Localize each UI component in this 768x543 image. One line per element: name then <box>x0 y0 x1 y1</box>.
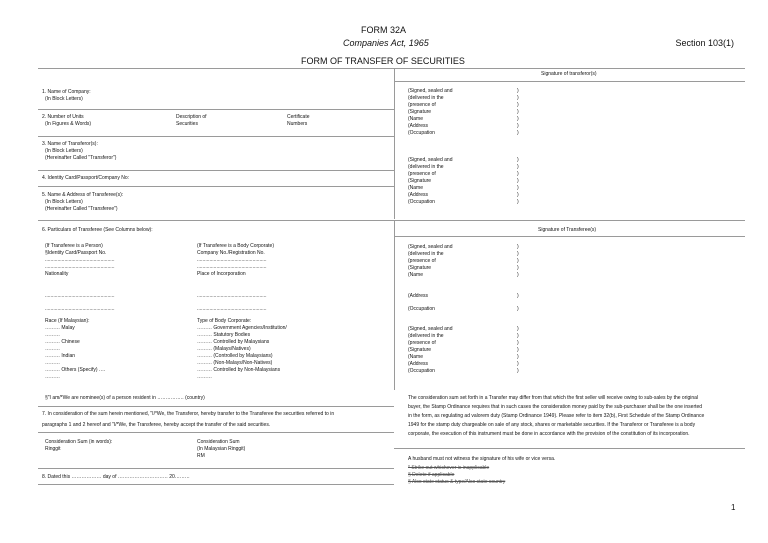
rule <box>38 468 394 469</box>
footnotes: * Strike out whichever is inapplicable § Delete if applicable § Also state status & type/Also state country <box>408 465 506 485</box>
person-dots-1: .................................................. <box>45 293 115 299</box>
transferee-sig-block-1: (Signed, sealed and (delivered in the (presence of (Signature (Name <box>408 244 453 278</box>
field-3-transferor: 3. Name of Transferor(s): (In Block Letters) (Hereinafter Called "Transferor") <box>42 141 117 161</box>
bracket: ) <box>517 306 519 312</box>
rule <box>38 170 394 171</box>
rule <box>38 186 394 187</box>
rule <box>38 109 394 110</box>
form-number: FORM 32A <box>361 25 407 35</box>
column-divider <box>394 220 395 390</box>
rule <box>394 448 745 449</box>
transfer-declaration: 7. In consideration of the sum herein mentioned, "I/*We, the Transferor, hereby transfer to the Transferee the securities referred to in paragraphs 1 and 2 hereof and "I/*We, the Transferee, hereby accept the transfer of the said securities. <box>42 411 335 428</box>
corporate-dots-2: .................................................. <box>197 306 267 312</box>
page-number: 1 <box>731 503 736 512</box>
field-6-particulars: 6. Particulars of Transferee (See Columns below): <box>42 227 153 233</box>
rule <box>38 484 394 485</box>
rule <box>38 432 394 433</box>
rule <box>394 236 745 237</box>
field-2-units: 2. Number of Units (In Figures & Words) <box>42 114 92 127</box>
consideration-sum: Consideration Sum (In Malaysian Ringgit) RM <box>197 439 246 459</box>
act-title: Companies Act, 1965 <box>343 38 429 48</box>
bracket-column: ) ) ) ) ) ) ) <box>517 157 519 205</box>
form-title: FORM OF TRANSFER OF SECURITIES <box>301 56 465 66</box>
transferor-sig-block-2: (Signed, sealed and (delivered in the (presence of (Signature (Name (Address (Occupation <box>408 157 453 205</box>
corporate-dots-1: .................................................. <box>197 293 267 299</box>
transferee-address-1: (Address <box>408 293 429 299</box>
transferee-occupation-1: (Occupation <box>408 306 435 312</box>
bracket-column: ) ) ) ) ) ) ) <box>517 88 519 136</box>
consideration-words: Consideration Sum (in words): Ringgit <box>45 439 113 452</box>
race-list: Race (If Malaysian): ……… Malay ……… ……… Chinese ……… ……… Indian ……… ……… Others (Specify) …. ……… <box>45 318 106 380</box>
field-2-description: Description of Securities <box>176 114 207 127</box>
bracket-column: ) ) ) ) ) ) ) <box>517 326 519 374</box>
rule <box>38 220 745 221</box>
field-5-transferee: 5. Name & Address of Transferee(s): (In Block Letters) (Hereinafter Called "Transferee") <box>42 192 124 212</box>
section-ref: Section 103(1) <box>675 38 734 48</box>
body-corporate-list: Type of Body Corporate: ……… Government Agencies/Institution/ ……… Statutory Bodies ……… Controlled by Malaysians ……… (Malays/Natives) ……… (Controlled by Malaysians) ……… (Non-Malays/Non-Natives) ……… Controlled by Non-Malaysians ……… <box>197 318 287 380</box>
rule <box>38 136 394 137</box>
transferor-sig-block-1: (Signed, sealed and (delivered in the (presence of (Signature (Name (Address (Occupation <box>408 88 453 136</box>
column-divider <box>394 68 395 219</box>
rule <box>38 68 745 69</box>
person-particulars: (If Transferee is a Person) §Identity Card/Passport No. .................................................. .................................................. Nationality <box>45 243 115 277</box>
witness-note: A husband must not witness the signature of his wife or vice versa. <box>408 456 556 462</box>
transferee-sig-block-2: (Signed, sealed and (delivered in the (presence of (Signature (Name (Address (Occupation <box>408 326 453 374</box>
field-2-certificate: Certificate Numbers <box>287 114 310 127</box>
rule <box>394 81 745 82</box>
consideration-note: The consideration sum set forth in a Transfer may differ from that which the first seller will receive owing to sub-sales by the original buyer, the Stamp Ordinance requires that in such cases the consideration money paid by the sub-purchaser shall be the one inserted in the form, as regulating ad valorem duty (Stamp Ordinance 1949). Please refer to item 32(b), First Schedule of the Stamp Ordinance 1949 for the stamp duty chargeable on sale of any stock, shares or marketable securities. If the Transferor or Transferee is a body corporate, the execution of this instrument must be done in accordance with the provision of the constitution of its incorporation. <box>408 395 705 437</box>
transferee-signature-heading: Signature of Transferee(s) <box>538 227 597 233</box>
transferor-signature-heading: Signature of transferor(s) <box>541 71 597 77</box>
bracket: ) <box>517 293 519 299</box>
date-line: 8. Dated this ……………… day of ………………………… 20……… <box>42 474 190 480</box>
bracket-column: ) ) ) ) ) <box>517 244 519 278</box>
rule <box>38 406 394 407</box>
person-dots-2: .................................................. <box>45 306 115 312</box>
nominee-statement: §"I am/*We are nominee(s) of a person resident in ……………. (country) <box>45 395 205 401</box>
field-4-identity: 4. Identity Card/Passport/Company No: <box>42 175 129 181</box>
corporate-particulars: (If Transferee is a Body Corporate) Company No./Registration No. .................................................. .................................................. Place of Incorporation <box>197 243 274 277</box>
field-1-company-name: 1. Name of Company: (In Block Letters) <box>42 89 91 102</box>
